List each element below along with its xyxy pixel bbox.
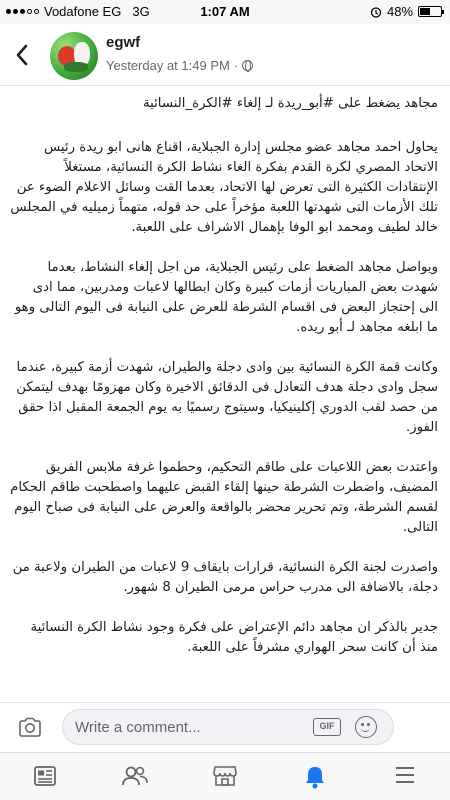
comment-input[interactable] — [75, 716, 305, 738]
carrier-name: Vodafone EG — [44, 4, 122, 19]
post-body — [10, 94, 438, 678]
camera-icon — [18, 717, 42, 737]
gif-button[interactable]: GIF — [313, 718, 341, 736]
post-timestamp[interactable]: Yesterday at 1:49 PM — [106, 58, 230, 73]
battery-percent: 48% — [386, 4, 413, 19]
status-bar-right — [370, 4, 442, 19]
comment-bar — [0, 702, 450, 750]
post-paragraph: جدير بالذكر ان مجاهد دائم الإعتراض على فكرة وجود نشاط الكرة النسائية منذ أن كانت سحر الهواري مشرفاً على اللعبة. — [30, 620, 438, 655]
marketplace-icon — [212, 765, 238, 787]
page-name[interactable]: egwf — [106, 34, 141, 51]
post-paragraph: واعتدت بعض اللاعبات على طاقم التحكيم، وحطموا غرفة ملابس الفريق المضيف، واضطرت الشرطة حينها إلقاء القبض عليهما واصطحبت طاقم الحكام لقسم الشرطة، وتم تحرير محضر بالواقعة والعرض على النيابة فى صباح اليوم التالى. — [10, 460, 438, 535]
tab-menu[interactable] — [360, 753, 450, 800]
battery-fill — [420, 8, 430, 15]
post-headline: مجاهد يضغط على #أبو_ريدة لـ إلغاء #الكرة_النسائية — [142, 96, 438, 111]
alarm-icon — [370, 6, 382, 18]
clock: 1:07 AM — [200, 4, 250, 19]
public-globe-icon — [242, 60, 253, 71]
tab-friends[interactable] — [90, 753, 180, 800]
post-header — [0, 24, 450, 86]
page-avatar[interactable] — [50, 32, 98, 80]
status-bar — [0, 0, 450, 24]
back-button[interactable] — [10, 40, 34, 70]
friends-icon — [121, 765, 149, 787]
emoji-button[interactable] — [355, 716, 377, 738]
bottom-tab-bar — [0, 752, 450, 800]
battery-icon — [418, 6, 442, 17]
comment-input-container — [62, 709, 394, 745]
meta-separator: · — [233, 58, 239, 73]
news-feed-icon — [33, 765, 57, 787]
network-type: 3G — [132, 4, 150, 19]
post-paragraph: وكانت قمة الكرة النسائية بين وادى دجلة والطيران، شهدت أزمة كبيرة، عندما سجل وادى دجلة هدف التعادل فى الدقائق الاخيرة وكان مهزومًا بهدف ليتمكن من حصد لقب الدوري إكلينيكيا، وسيتوج رسميًا به يوم الجمعة المقبل اذا حقق الفوز. — [16, 360, 438, 435]
post-paragraph: واصدرت لجنة الكرة النسائية، قرارات بايقاف 9 لاعبات من الطيران ولاعبة من دجلة، بالاضافة الى مدرب حراس مرمى الطيران 8 شهور. — [12, 560, 438, 595]
tab-notifications[interactable] — [270, 753, 360, 800]
post-paragraph: يحاول احمد مجاهد عضو مجلس إدارة الجبلاية، اقناع هانى ابو ريدة رئيس الاتحاد المصري لكرة القدم بفكرة الغاء نشاط الكرة النسائية، مستغلاً الإنتقادات الكثيرة التى تعرض لها الاتحاد، بعدما القت وسائل الاعلام الضوء عن تلك الأزمات التى شهدتها اللعبة مؤخراً على حد قوله، متهماً زميليه في المجلس خالد لطيف ومحمد ابو الوفا بإهمال الاشراف على اللعبة. — [10, 140, 438, 235]
tab-marketplace[interactable] — [180, 753, 270, 800]
chevron-left-icon — [14, 43, 30, 67]
post-paragraph: ويواصل مجاهد الضغط على رئيس الجبلاية، من اجل إلغاء النشاط، بعدما شهدت بعض المباريات أزمات كبيرة وكان ابطالها لاعبات ومدربين، مما ادى الى إحتجاز البعض فى اقسام الشرطة للعرض على النيابة فى اليوم التالى وهو ما ابلغه مجاهد لـ أبو ريده. — [14, 260, 438, 335]
notifications-icon — [304, 765, 326, 789]
tab-news-feed[interactable] — [0, 753, 90, 800]
menu-icon — [393, 765, 417, 785]
camera-button[interactable] — [18, 717, 42, 737]
post-meta — [106, 58, 253, 73]
